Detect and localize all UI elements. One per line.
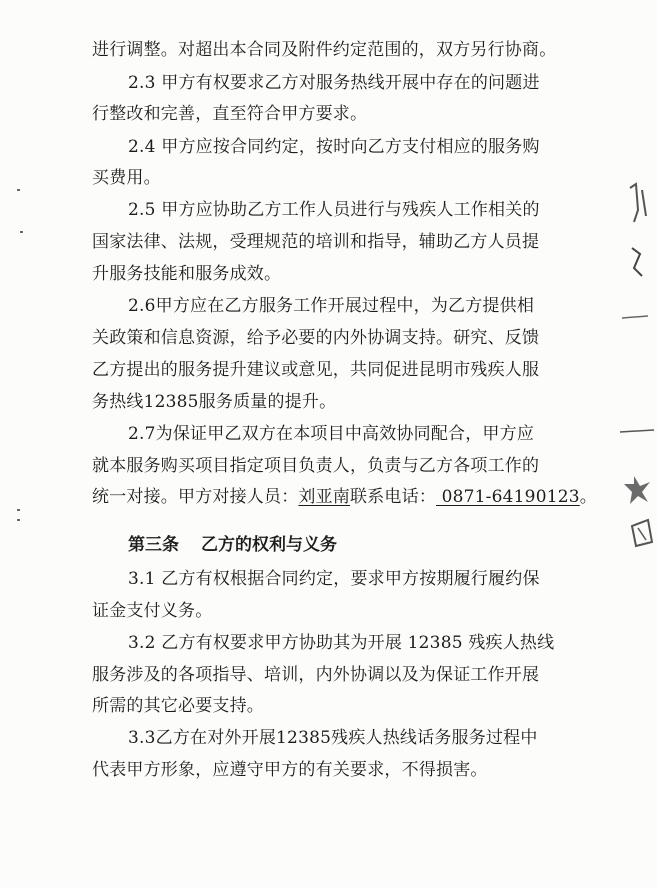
clause-2-7-line-1: 2.7为保证甲乙双方在本项目中高效协同配合，甲方应 <box>128 424 535 444</box>
scan-speck <box>20 231 23 233</box>
clause-2-6-line-3: 乙方提出的服务提升建议或意见，共同促进昆明市残疾人服 <box>92 360 540 380</box>
clause-3-1-line-1: 3.1 乙方有权根据合同约定，要求甲方按期履行履约保 <box>128 569 540 589</box>
contact-prefix: 统一对接。甲方对接人员： <box>92 487 299 507</box>
contact-phone: 0871-64190123 <box>436 487 580 507</box>
clause-3-2-line-2: 服务涉及的各项指导、培训，内外协调以及为保证工作开展 <box>92 665 540 685</box>
scan-speck <box>17 519 20 521</box>
clause-2-6-line-4: 务热线12385服务质量的提升。 <box>92 392 337 412</box>
clause-2-3-line-1: 2.3 甲方有权要求乙方对服务热线开展中存在的问题进 <box>128 73 540 93</box>
clause-2-6-line-2: 关政策和信息资源，给予必要的内外协调支持。研究、反馈 <box>92 328 540 348</box>
right-edge-seal-fragments <box>618 180 657 560</box>
paragraph-continuation: 进行调整。对超出本合同及附件约定范围的，双方另行协商。 <box>92 40 557 60</box>
clause-3-3-line-1: 3.3乙方在对外开展12385残疾人热线话务服务过程中 <box>128 728 538 748</box>
section-3-title: 乙方的权利与义务 <box>201 535 337 555</box>
contact-suffix: 。 <box>579 487 597 507</box>
section-3-heading <box>128 534 337 556</box>
scan-speck <box>17 509 20 511</box>
clause-2-5-line-2: 国家法律、法规，受理规范的培训和指导，辅助乙方人员提 <box>92 232 540 252</box>
contact-phone-label: 联系电话： <box>350 487 437 507</box>
clause-2-5-line-3: 升服务技能和服务成效。 <box>92 264 282 284</box>
clause-2-6-line-1: 2.6甲方应在乙方服务工作开展过程中，为乙方提供相 <box>128 296 535 316</box>
clause-2-3-line-2: 行整改和完善，直至符合甲方要求。 <box>92 104 368 124</box>
clause-3-1-line-2: 证金支付义务。 <box>92 601 213 621</box>
clause-2-7-line-2: 就本服务购买项目指定项目负责人，负责与乙方各项工作的 <box>92 456 540 476</box>
clause-2-7-contact-line <box>92 486 597 508</box>
contact-person: 刘亚南 <box>298 487 351 507</box>
clause-2-5-line-1: 2.5 甲方应协助乙方工作人员进行与残疾人工作相关的 <box>128 200 540 220</box>
clause-2-4-line-1: 2.4 甲方应按合同约定，按时向乙方支付相应的服务购 <box>128 137 540 157</box>
clause-2-4-line-2: 买费用。 <box>92 168 161 188</box>
clause-3-2-line-1: 3.2 乙方有权要求甲方协助其为开展 12385 残疾人热线 <box>128 633 555 653</box>
clause-3-3-line-2: 代表甲方形象，应遵守甲方的有关要求，不得损害。 <box>92 760 488 780</box>
clause-3-2-line-3: 所需的其它必要支持。 <box>92 696 264 716</box>
scan-speck <box>17 189 20 191</box>
section-3-number: 第三条 <box>128 535 179 555</box>
